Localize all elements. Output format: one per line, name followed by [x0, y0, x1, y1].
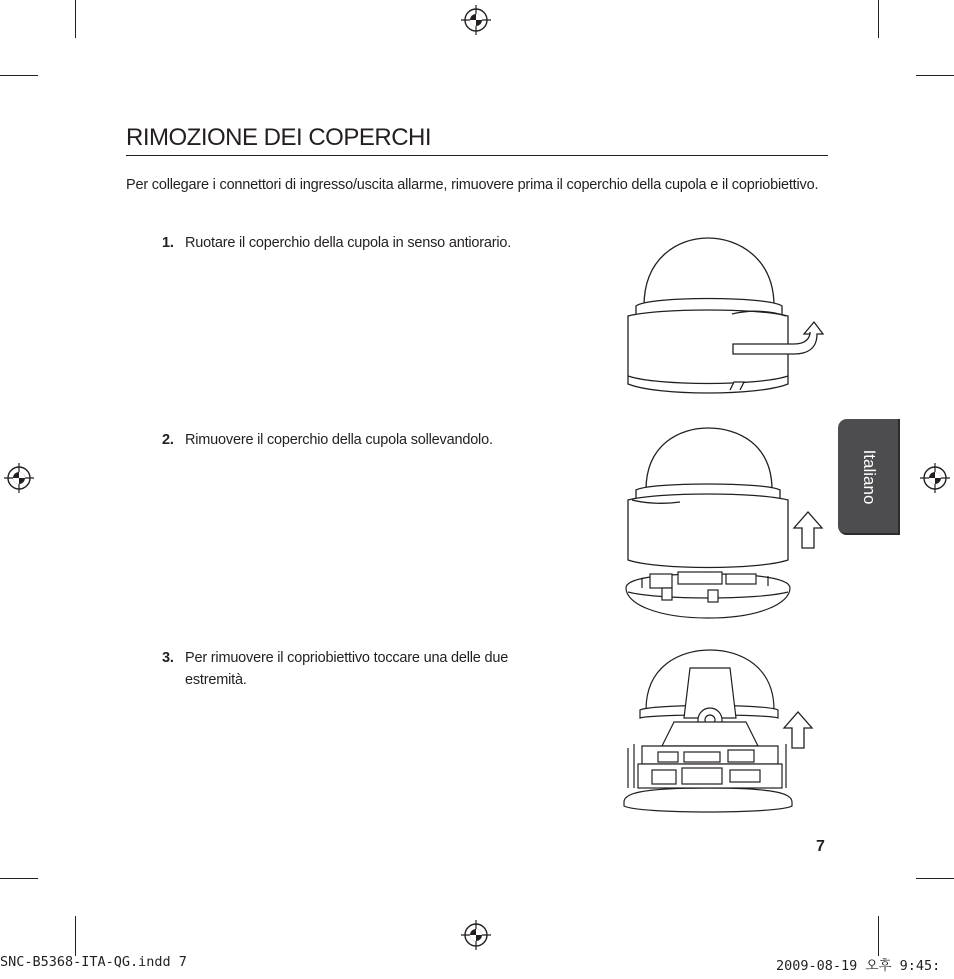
step-number: 2.	[162, 432, 174, 448]
registration-mark-icon	[461, 5, 491, 35]
step-2	[162, 429, 575, 451]
step-text: Ruotare il coperchio della cupola in senso antiorario.	[185, 235, 512, 251]
dome-lift-illustration	[618, 428, 828, 624]
print-slug-file: SNC-B5368-ITA-QG.indd 7	[0, 954, 187, 970]
language-tab-label: Italiano	[860, 449, 879, 505]
lens-cover-illustration	[618, 648, 828, 820]
page-title: RIMOZIONE DEI COPERCHI	[126, 124, 432, 151]
step-3	[162, 647, 570, 691]
intro-paragraph: Per collegare i connettori di ingresso/uscita allarme, rimuovere prima il coperchio della cupola e il copriobiettivo.	[126, 177, 819, 193]
crop-mark	[878, 0, 879, 38]
crop-mark	[75, 916, 76, 956]
title-divider	[126, 155, 828, 156]
crop-mark	[0, 878, 38, 879]
dome-rotate-illustration	[618, 236, 828, 398]
registration-mark-icon	[461, 920, 491, 950]
crop-mark	[0, 75, 38, 76]
crop-mark	[75, 0, 76, 38]
step-number: 1.	[162, 235, 174, 251]
registration-mark-icon	[920, 463, 950, 493]
language-tab	[838, 419, 900, 535]
step-number: 3.	[162, 650, 174, 666]
step-1	[162, 232, 575, 254]
page-number: 7	[816, 838, 825, 855]
registration-mark-icon	[4, 463, 34, 493]
crop-mark	[916, 878, 954, 879]
step-text: Rimuovere il coperchio della cupola sollevandolo.	[185, 432, 493, 448]
step-text: Per rimuovere il copriobiettivo toccare una delle due estremità.	[185, 650, 509, 688]
crop-mark	[916, 75, 954, 76]
print-slug-datetime: 2009-08-19 오후 9:45:	[776, 958, 941, 974]
crop-mark	[878, 916, 879, 956]
